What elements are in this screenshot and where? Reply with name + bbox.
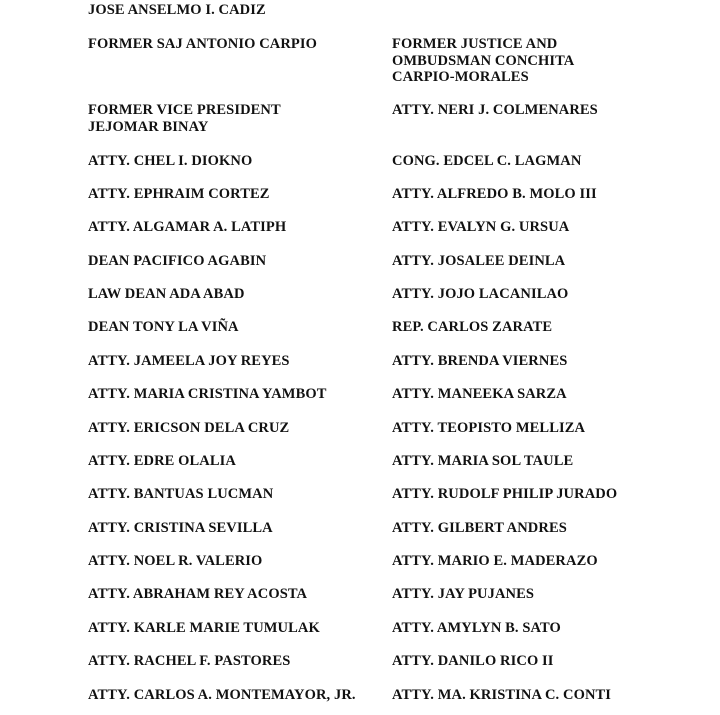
signatory-right-16: ATTY. JAY PUJANES bbox=[392, 586, 535, 602]
signatory-left-14: ATTY. BANTUAS LUCMAN bbox=[88, 486, 274, 502]
signatory-left-17: ATTY. ABRAHAM REY ACOSTA bbox=[88, 586, 308, 602]
signatory-left-12: ATTY. ERICSON DELA CRUZ bbox=[88, 420, 290, 436]
signatory-left-2: FORMER SAJ ANTONIO CARPIO bbox=[88, 36, 318, 52]
signatory-right-1-line2: OMBUDSMAN CONCHITA bbox=[392, 53, 575, 69]
signatory-right-9: ATTY. BRENDA VIERNES bbox=[392, 353, 568, 369]
signatory-left-6: ATTY. ALGAMAR A. LATIPH bbox=[88, 219, 287, 235]
signatory-right-2: ATTY. NERI J. COLMENARES bbox=[392, 102, 598, 118]
signatory-left-8: LAW DEAN ADA ABAD bbox=[88, 286, 245, 302]
signatory-left-3-line2: JEJOMAR BINAY bbox=[88, 119, 209, 135]
signatory-right-14: ATTY. GILBERT ANDRES bbox=[392, 520, 567, 536]
signatory-left-4: ATTY. CHEL I. DIOKNO bbox=[88, 153, 253, 169]
signatory-right-17: ATTY. AMYLYN B. SATO bbox=[392, 620, 561, 636]
signatory-left-19: ATTY. RACHEL F. PASTORES bbox=[88, 653, 291, 669]
signatory-right-19: ATTY. MA. KRISTINA C. CONTI bbox=[392, 687, 612, 703]
signatory-right-1-line1: FORMER JUSTICE AND bbox=[392, 36, 558, 52]
signatory-left-15: ATTY. CRISTINA SEVILLA bbox=[88, 520, 273, 536]
signatory-right-11: ATTY. TEOPISTO MELLIZA bbox=[392, 420, 586, 436]
signatory-left-10: ATTY. JAMEELA JOY REYES bbox=[88, 353, 290, 369]
signatory-left-16: ATTY. NOEL R. VALERIO bbox=[88, 553, 263, 569]
signatory-left-18: ATTY. KARLE MARIE TUMULAK bbox=[88, 620, 320, 636]
signatory-right-10: ATTY. MANEEKA SARZA bbox=[392, 386, 567, 402]
signatory-left-11: ATTY. MARIA CRISTINA YAMBOT bbox=[88, 386, 327, 402]
signatory-right-4: ATTY. ALFREDO B. MOLO III bbox=[392, 186, 597, 202]
signatory-right-8: REP. CARLOS ZARATE bbox=[392, 319, 553, 335]
signatory-right-1-line3: CARPIO-MORALES bbox=[392, 69, 529, 85]
signatory-left-3-line1: FORMER VICE PRESIDENT bbox=[88, 102, 281, 118]
signatory-right-7: ATTY. JOJO LACANILAO bbox=[392, 286, 569, 302]
signatory-left-9: DEAN TONY LA VIÑA bbox=[88, 319, 239, 335]
signatory-left-7: DEAN PACIFICO AGABIN bbox=[88, 253, 267, 269]
signatory-left-13: ATTY. EDRE OLALIA bbox=[88, 453, 236, 469]
signatory-right-3: CONG. EDCEL C. LAGMAN bbox=[392, 153, 582, 169]
signatory-right-18: ATTY. DANILO RICO II bbox=[392, 653, 554, 669]
signatory-left-20: ATTY. CARLOS A. MONTEMAYOR, JR. bbox=[88, 687, 356, 703]
signatory-right-15: ATTY. MARIO E. MADERAZO bbox=[392, 553, 598, 569]
signatory-right-13: ATTY. RUDOLF PHILIP JURADO bbox=[392, 486, 618, 502]
signatory-right-5: ATTY. EVALYN G. URSUA bbox=[392, 219, 570, 235]
signatory-left-5: ATTY. EPHRAIM CORTEZ bbox=[88, 186, 270, 202]
signatory-right-6: ATTY. JOSALEE DEINLA bbox=[392, 253, 566, 269]
signatory-left-1: JOSE ANSELMO I. CADIZ bbox=[88, 2, 266, 18]
signatory-right-12: ATTY. MARIA SOL TAULE bbox=[392, 453, 574, 469]
